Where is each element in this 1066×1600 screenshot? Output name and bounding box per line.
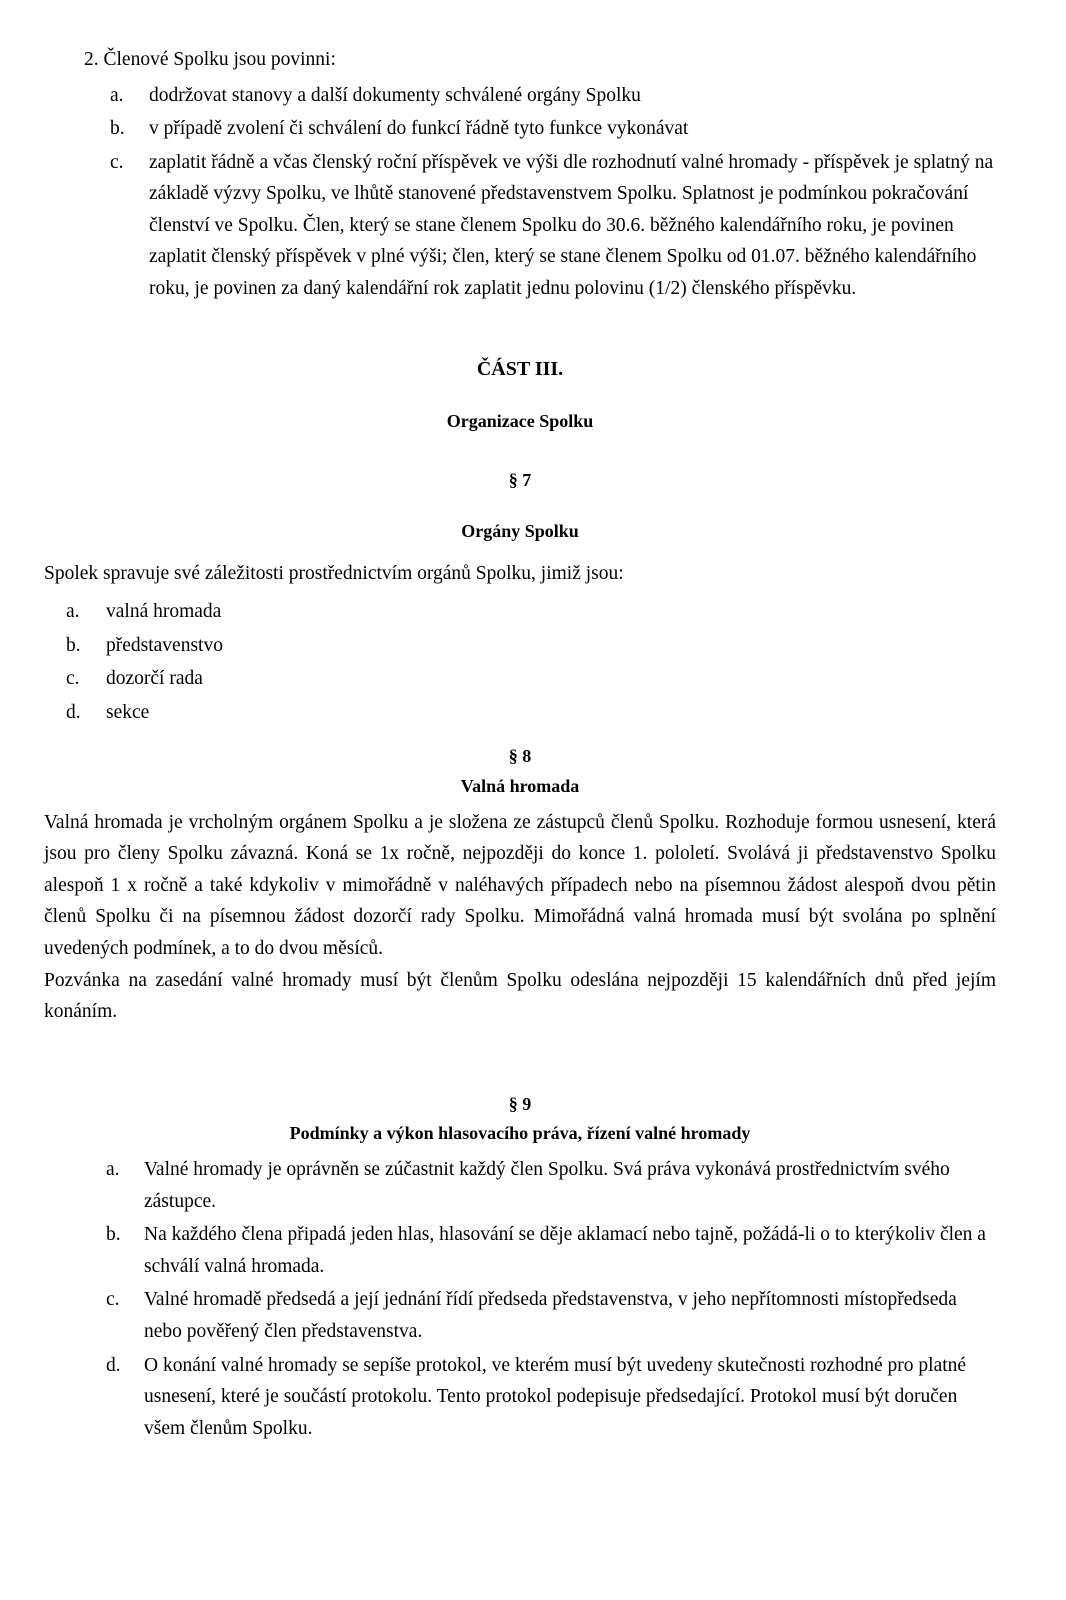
spacer (44, 495, 996, 517)
list-item-text: v případě zvolení či schválení do funkcí řádně tyto funkce vykonávat (149, 118, 689, 140)
clause-2-heading: 2. Členové Spolku jsou povinni: (84, 49, 336, 70)
spacer (44, 385, 996, 407)
list-marker: c. (110, 151, 124, 173)
list-marker: a. (66, 601, 80, 623)
list-item (44, 1154, 996, 1217)
section-7-list (44, 596, 996, 728)
list-item (44, 80, 996, 112)
list-marker: c. (106, 1289, 120, 1311)
section-7-title: Orgány Spolku (461, 521, 579, 542)
list-item (44, 1284, 996, 1347)
section-9-list (44, 1154, 996, 1444)
list-item (44, 663, 996, 695)
section-9-title: Podmínky a výkon hlasovacího práva, řízení valné hromady (289, 1122, 751, 1143)
spacer (44, 546, 996, 558)
spacer (44, 730, 996, 742)
list-item-text: Valné hromady je oprávněn se zúčastnit každý člen Spolku. Svá práva vykonává prostřednictvím svého zástupce. (144, 1159, 950, 1212)
section-7-intro: Spolek spravuje své záležitosti prostřednictvím orgánů Spolku, jimiž jsou: (44, 563, 624, 585)
spacer (44, 436, 996, 466)
list-item (44, 596, 996, 628)
list-marker: c. (66, 668, 80, 690)
list-item-text: představenstvo (106, 634, 223, 656)
list-marker: d. (106, 1354, 121, 1376)
list-marker: d. (66, 701, 81, 723)
list-marker: b. (66, 634, 81, 656)
section-8-paragraph-2: Pozvánka na zasedání valné hromady musí být členům Spolku odeslána nejpozději 15 kalendářních dnů před jejím konáním. (44, 969, 996, 1023)
list-marker: a. (110, 84, 124, 106)
list-item-text: zaplatit řádně a včas členský roční příspěvek ve výši dle rozhodnutí valné hromady - příspěvek je splatný na základě výzvy Spolku, ve lhůtě stanovené představenstvem Spolku. Splatnost je podmínkou pokračování členství ve Spolku. Člen, který se stane členem Spolku do 30.6. běžného kalendářního roku, je povinen zaplatit členský příspěvek v plné výši; člen, který se stane členem Spolku od 01.07. běžného kalendářního roku, je povinen za daný kalendářní rok zaplatit jednu polovinu (1/2) členského příspěvku. (149, 151, 994, 300)
list-item-text: Na každého člena připadá jeden hlas, hlasování se děje aklamací nebo tajně, požádá-li o to kterýkoliv člen a schválí valná hromada. (144, 1224, 986, 1277)
list-marker: b. (106, 1224, 121, 1246)
list-item (44, 1219, 996, 1282)
list-item-text: O konání valné hromady se sepíše protokol, ve kterém musí být uvedeny skutečnosti rozhodné pro platné usnesení, které je součástí protokolu. Tento protokol podepisuje předsedající. Protokol musí být doručen všem členům Spolku. (144, 1354, 967, 1439)
spacer (44, 1028, 996, 1090)
list-item-text: sekce (106, 701, 150, 723)
list-marker: a. (106, 1159, 120, 1181)
part-subtitle: Organizace Spolku (446, 411, 594, 432)
list-item-text: Valné hromadě předsedá a její jednání řídí předseda představenstva, v jeho nepřítomnosti místopředseda nebo pověřený člen představenstva. (144, 1289, 957, 1342)
part-title: ČÁST III. (476, 357, 564, 380)
list-item-text: valná hromada (106, 601, 222, 623)
list-item (44, 630, 996, 662)
document-body (44, 44, 996, 1444)
section-8-paragraph-1: Valná hromada je vrcholným orgánem Spolku a je složena ze zástupců členů Spolku. Rozhoduje formou usnesení, která jsou pro členy Spolku závazná. Koná se 1x ročně, nejpozději do konce 1. pololetí. Svolává ji představenstvo Spolku alespoň 1 x ročně a také kdykoliv v mimořádně v naléhavých případech nebo na písemnou žádost alespoň dvou pětin členů Spolku či na písemnou žádost dozorčí rady Spolku. Mimořádná valná hromada musí být svolána po splnění uvedených podmínek, a to do dvou měsíců. (44, 811, 996, 959)
list-marker: b. (110, 118, 125, 140)
list-item (44, 147, 996, 305)
section-7-number: § 7 (508, 470, 532, 491)
section-8-title: Valná hromada (460, 775, 580, 796)
clause-2-list (44, 80, 996, 305)
section-8-number: § 8 (508, 746, 532, 767)
list-item-text: dozorčí rada (106, 668, 203, 690)
spacer (44, 307, 996, 353)
list-item-text: dodržovat stanovy a další dokumenty schválené orgány Spolku (149, 84, 641, 106)
list-item (44, 697, 996, 729)
list-item (44, 1350, 996, 1445)
section-9-number: § 9 (508, 1093, 532, 1114)
list-item (44, 113, 996, 145)
